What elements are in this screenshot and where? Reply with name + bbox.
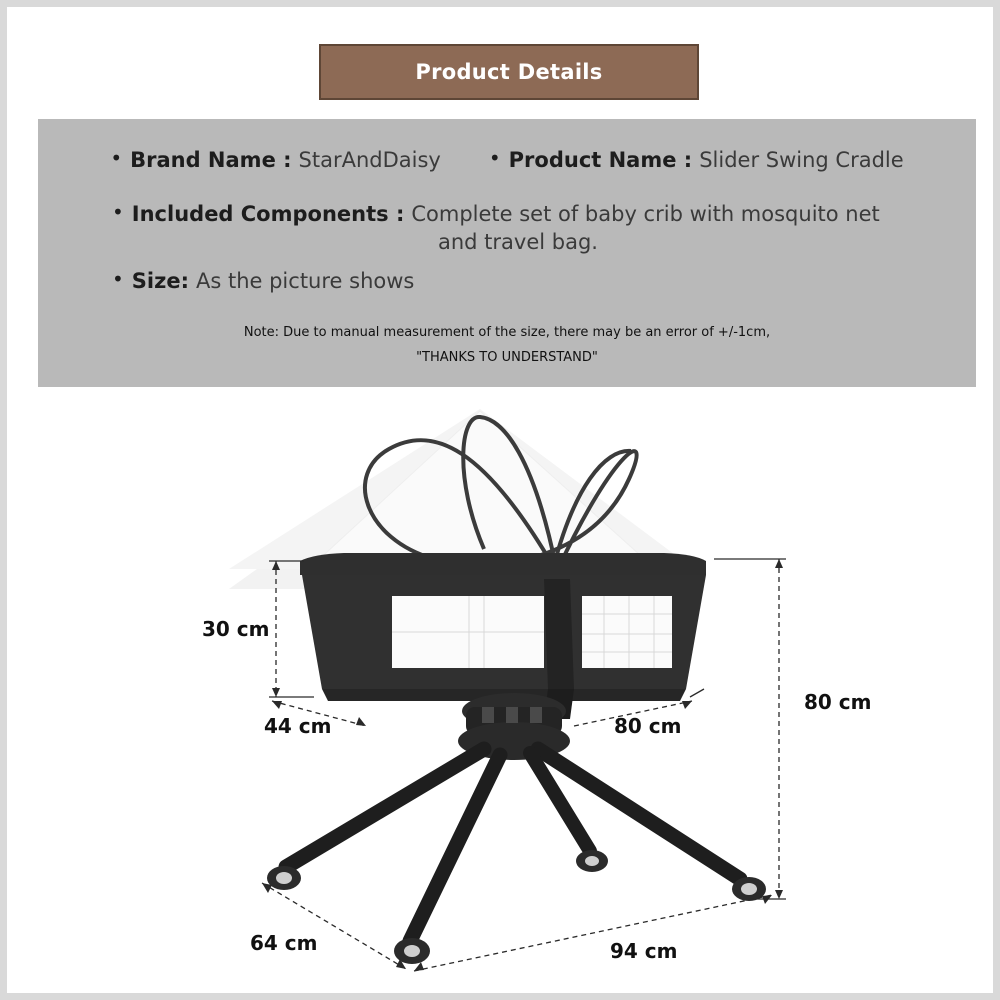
detail-brand-name-label: Brand Name : — [130, 148, 292, 172]
support-post — [544, 579, 574, 689]
dimension-label-30cm: 30 cm — [202, 617, 270, 641]
hub-detail-left — [482, 707, 494, 723]
dimension-label-80cm-width: 80 cm — [614, 714, 682, 738]
detail-product-name — [489, 148, 904, 172]
product-illustration — [14, 389, 1000, 1000]
bullet-icon: • — [110, 146, 123, 170]
detail-included-components-value: Complete set of baby crib with mosquito net — [411, 202, 880, 226]
measurement-note-line1: Note: Due to manual measurement of the size, there may be an error of +/-1cm, — [243, 325, 771, 340]
detail-size — [112, 269, 414, 293]
details-panel — [38, 119, 976, 387]
measurement-note — [38, 321, 976, 370]
detail-size-label: Size: — [131, 269, 189, 293]
detail-size-value: As the picture shows — [195, 269, 415, 293]
detail-product-name-value: Slider Swing Cradle — [699, 148, 904, 172]
measurement-note-line2: "THANKS TO UNDERSTAND" — [416, 349, 598, 365]
stand-legs — [286, 749, 740, 941]
detail-included-components-label: Included Components : — [131, 202, 405, 226]
hub-detail-mid — [506, 707, 518, 723]
hub-detail-right — [530, 707, 542, 723]
detail-brand-name — [110, 148, 441, 172]
detail-included-components — [112, 202, 902, 254]
dimension-label-64cm: 64 cm — [250, 931, 318, 955]
bullet-icon: • — [488, 146, 501, 170]
dimension-label-94cm: 94 cm — [610, 939, 678, 963]
page-title: Product Details — [415, 60, 603, 84]
dimension-label-80cm-height: 80 cm — [804, 690, 872, 714]
basket-mesh-panel-right — [582, 596, 672, 668]
product-details-banner — [319, 44, 699, 100]
basket-top — [300, 553, 706, 575]
detail-brand-name-value: StarAndDaisy — [298, 148, 441, 172]
castor-wheels — [267, 850, 766, 964]
bullet-icon: • — [112, 200, 124, 224]
detail-included-components-value-line2: and travel bag. — [438, 230, 598, 254]
details-row-brand-product — [38, 148, 976, 172]
bullet-icon: • — [112, 267, 124, 291]
detail-product-name-label: Product Name : — [508, 148, 693, 172]
dimension-label-44cm: 44 cm — [264, 714, 332, 738]
